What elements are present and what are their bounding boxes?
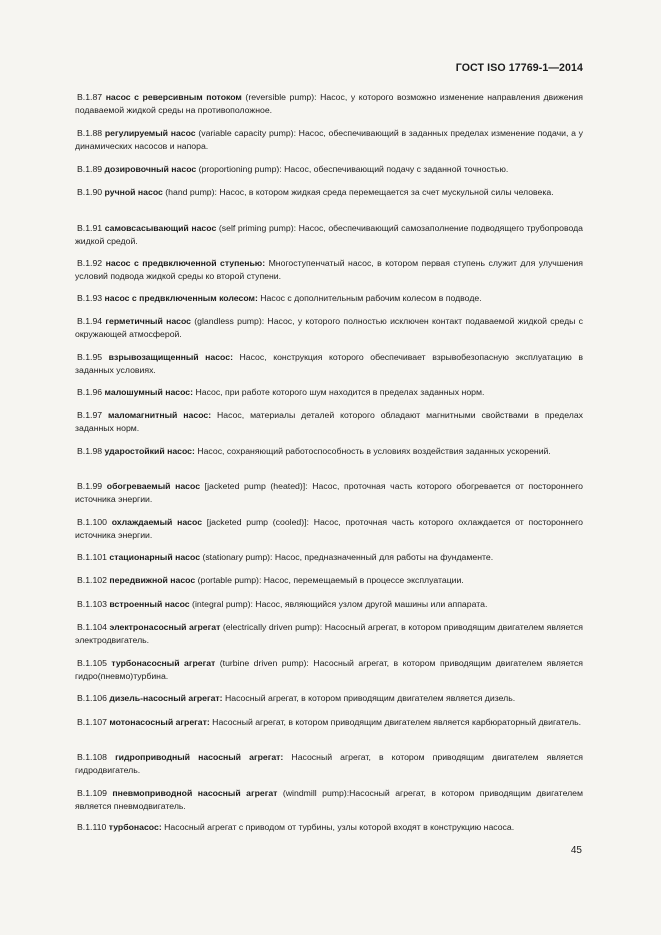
definition-entry — [75, 445, 583, 458]
entry-term: обогреваемый насос — [106, 481, 201, 491]
entry-number: В.1.94 — [77, 316, 103, 326]
entry-term: дозировочный насос — [104, 164, 197, 174]
entry-term: турбонасосный агрегат — [111, 658, 216, 668]
definition-entry — [75, 621, 583, 647]
entry-definition: Насосный агрегат с приводом от турбины, узлы которой входят в конструкцию насоса. — [161, 822, 515, 832]
definition-entry — [75, 351, 583, 377]
entry-term: регулируемый насос — [104, 128, 196, 138]
entry-definition: Насос, при работе которого шум находится в пределах заданных норм. — [193, 387, 485, 397]
entry-number: В.1.99 — [77, 481, 103, 491]
definition-entry — [75, 315, 583, 341]
definition-entry — [75, 598, 583, 611]
entry-definition: (windmill pump):Насосный агрегат, в котором приводящим двигателем является пневмодвигатель. — [75, 788, 583, 812]
definition-entry — [75, 787, 583, 813]
entry-definition: Насосный агрегат, в котором приводящим двигателем является карбюраторный двигатель. — [209, 717, 582, 727]
entry-number: В.1.95 — [77, 352, 103, 362]
entry-number: В.1.88 — [77, 128, 103, 138]
entry-term: ручной насос — [104, 187, 163, 197]
entry-definition: Насосный агрегат, в котором приводящим двигателем является гидродвигатель. — [75, 752, 583, 776]
definition-entry — [75, 163, 583, 176]
definition-entry — [75, 551, 583, 564]
entry-term: передвижной насос — [109, 575, 196, 585]
entry-definition: (variable capacity pump): Насос, обеспечивающий в заданных пределах изменение подачи, а у динамических насосов и напора. — [75, 128, 584, 152]
entry-definition: (hand pump): Насос, в котором жидкая среда перемещается за счет мускульной силы человека. — [162, 187, 554, 197]
entry-definition: Многоступенчатый насос, в котором первая ступень служит для улучшения условий подвода жидкой среды ко второй ступени. — [75, 258, 583, 282]
entry-term: стационарный насос — [109, 552, 201, 562]
entry-term: гидроприводный насосный агрегат: — [115, 752, 284, 762]
entry-number: В.1.92 — [77, 258, 103, 268]
entry-number: В.1.100 — [77, 517, 107, 527]
definition-entry — [75, 257, 583, 283]
entry-definition: (proportioning pump): Насос, обеспечивающий подачу с заданной точностью. — [196, 164, 509, 174]
entry-number: В.1.101 — [77, 552, 107, 562]
definition-entry — [75, 574, 583, 587]
entry-number: В.1.91 — [77, 223, 103, 233]
entry-number: В.1.90 — [77, 187, 103, 197]
entry-definition: [jacketed pump (cooled)]: Насос, проточная часть которого охлаждается от постороннего источника энергии. — [75, 517, 583, 541]
entry-definition: (integral pump): Насос, являющийся узлом другой машины или аппарата. — [189, 599, 488, 609]
entry-term: самовсасывающий насос — [104, 223, 217, 233]
entry-number: В.1.104 — [77, 622, 107, 632]
entry-term: маломагнитный насос: — [108, 410, 212, 420]
entry-term: турбонасос: — [108, 822, 162, 832]
entry-term: охлаждаемый насос — [111, 517, 203, 527]
entry-definition: Насосный агрегат, в котором приводящим двигателем является дизель. — [222, 693, 516, 703]
entry-definition: Насос, сохраняющий работоспособность в условиях воздействия заданных ускорений. — [194, 446, 551, 456]
definition-entry — [75, 692, 583, 705]
definition-entry — [75, 292, 583, 305]
entry-term: мотонасосный агрегат: — [109, 717, 210, 727]
entry-definition: (self priming pump): Насос, обеспечивающий самозаполнение подводящего трубопровода жидкой средой. — [75, 223, 584, 247]
entry-number: В.1.89 — [77, 164, 103, 174]
entry-number: В.1.98 — [77, 446, 103, 456]
definition-entry — [75, 657, 583, 683]
entry-number: В.1.96 — [77, 387, 103, 397]
entry-definition: [jacketed pump (heated)]: Насос, проточная часть которого обогревается от постороннего источника энергии. — [75, 481, 584, 505]
definition-entry — [75, 91, 583, 117]
entry-number: В.1.87 — [77, 92, 103, 102]
definition-entry — [75, 127, 583, 153]
definition-entry — [75, 716, 583, 729]
entry-term: взрывозащищенный насос: — [108, 352, 233, 362]
definition-entry — [75, 516, 583, 542]
entry-number: В.1.110 — [77, 822, 107, 832]
entry-number: В.1.108 — [77, 752, 107, 762]
entry-term: дизель-насосный агрегат: — [109, 693, 223, 703]
entry-number: В.1.102 — [77, 575, 107, 585]
entry-number: В.1.97 — [77, 410, 103, 420]
entry-number: В.1.109 — [77, 788, 107, 798]
entry-definition: (portable pump): Насос, перемещаемый в процессе эксплуатации. — [195, 575, 464, 585]
definition-entry — [75, 222, 583, 248]
entry-definition: Насос, материалы деталей которого обладают магнитными свойствами в пределах заданных норм. — [75, 410, 584, 434]
entry-definition: (electrically driven pump): Насосный агрегат, в котором приводящим двигателем является электродвигатель. — [75, 622, 583, 646]
entry-term: электронасосный агрегат — [109, 622, 221, 632]
entry-number: В.1.93 — [77, 293, 103, 303]
definition-entry — [75, 821, 583, 834]
definition-entry — [75, 186, 583, 199]
entry-term: малошумный насос: — [104, 387, 194, 397]
entry-number: В.1.103 — [77, 599, 107, 609]
page-number: 45 — [570, 845, 582, 856]
entry-definition: Насос, конструкция которого обеспечивает взрывобезопасную эксплуатацию в заданных условиях. — [75, 352, 583, 376]
definition-entry — [75, 386, 583, 399]
entry-definition: (reversible pump): Насос, у которого возможно изменение направления движения подаваемой жидкой среды на противоположное. — [75, 92, 583, 116]
entry-term: насос с реверсивным потоком — [105, 92, 242, 102]
entry-definition: (stationary pump): Насос, предназначенный для работы на фундаменте. — [200, 552, 494, 562]
entry-term: насос с предвключенной ступенью: — [105, 258, 266, 268]
entry-term: насос с предвключенным колесом: — [104, 293, 258, 303]
definition-entry — [75, 409, 583, 435]
entry-number: В.1.106 — [77, 693, 107, 703]
entry-term: герметичный насос — [105, 316, 192, 326]
entry-definition: Насос с дополнительным рабочим колесом в подводе. — [257, 293, 482, 303]
definition-entry — [75, 751, 583, 777]
entry-definition: (turbine driven pump): Насосный агрегат, в котором приводящим двигателем является гидро(пневмо)турбина. — [75, 658, 583, 682]
entry-number: В.1.105 — [77, 658, 107, 668]
entry-definition: (glandless pump): Насос, у которого полностью исключен контакт подаваемой жидкой среды с окружающей атмосферой. — [75, 316, 583, 340]
entry-number: В.1.107 — [77, 717, 107, 727]
entry-term: ударостойкий насос: — [104, 446, 195, 456]
definition-entry — [75, 480, 583, 506]
document-code-header: ГОСТ ISO 17769-1—2014 — [455, 62, 583, 74]
entry-term: пневмоприводной насосный агрегат — [112, 788, 278, 798]
entry-term: встроенный насос — [109, 599, 190, 609]
